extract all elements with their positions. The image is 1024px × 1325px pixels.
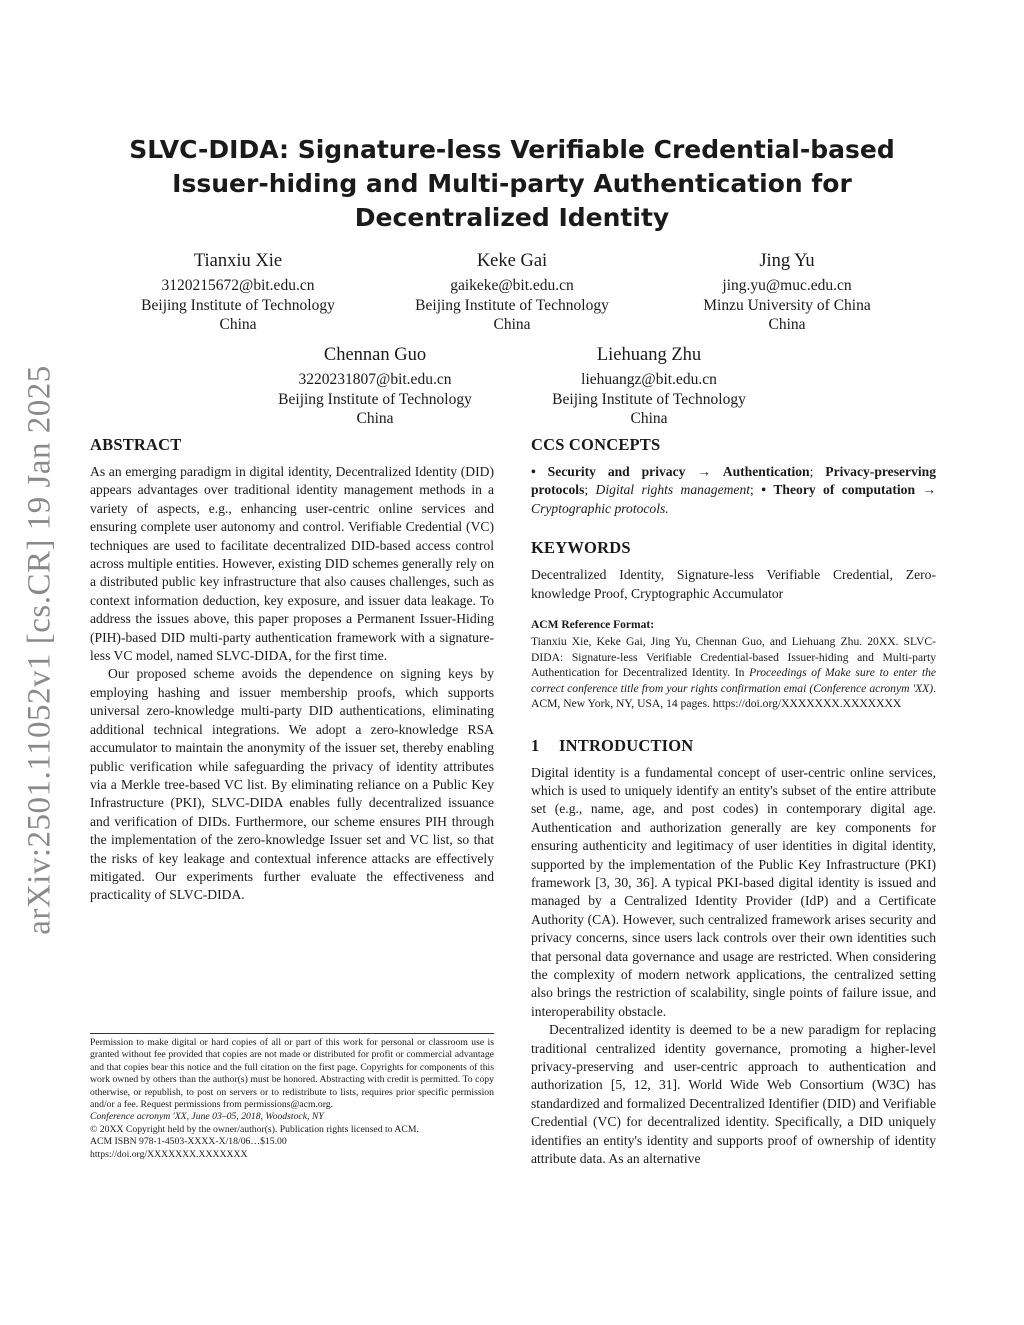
author-country: China — [356, 410, 394, 427]
paper-title: SLVC-DIDA: Signature-less Verifiable Credential-based Issuer-hiding and Multi-party Authentication for Decentralized Identity — [129, 135, 895, 232]
author-name: Liehuang Zhu — [596, 345, 702, 365]
author-affiliation: Beijing Institute of Technology — [552, 390, 746, 408]
abstract-paragraph: Our proposed scheme avoids the dependence on signing keys by employing hashing and issuer membership proofs, which supports universal zero-knowledge multi-party DID authentications, eliminating additional technical integrations. We adopt a zero-knowledge RSA accumulator to maintain the anonymity of the issuer set, thereby enabling public verification while safeguarding the privacy of identity attributes via a Merkle tree-based VC list. By eliminating reliance on a Public Key Infrastructure (PKI), SLVC-DIDA enables fully decentralized issuance and verification of DIDs. Furthermore, our scheme ensures PIH through the implementation of the zero-knowledge Issuer set and VC list, so that the risks of key leakage and contextual inference attacks are effectively mitigated. Our experiments further evaluate the effectiveness and practicality of SLVC-DIDA. — [90, 666, 494, 903]
ccs-heading: CCS CONCEPTS — [531, 435, 661, 454]
introduction-heading: 1 INTRODUCTION — [531, 735, 694, 755]
author-block — [108, 250, 368, 335]
author-name: Jing Yu — [759, 251, 815, 271]
abstract-section — [90, 435, 494, 905]
abstract-paragraph: As an emerging paradigm in digital identity, Decentralized Identity (DID) appears advantages over traditional identity management methods in a variety of aspects, e.g., enhancing user-centric online services and ensuring complete user autonomy and control. Verifiable Credential (VC) techniques are used to facilitate decentralized DID-based access control across multiple entities. However, existing DID schemes generally rely on a distributed public key infrastructure that also causes challenges, such as context information deduction, key exposure, and issuer data leakage. To address the issues above, this paper proposes a Permanent Issuer-Hiding (PIH)-based DID multi-party authentication framework with a signature-less VC model, named SLVC-DIDA, for the first time. — [90, 464, 494, 664]
reference-format-heading: ACM Reference Format: — [531, 619, 655, 632]
author-affiliation: Minzu University of China — [703, 296, 871, 314]
author-block — [657, 250, 917, 335]
doi-line: https://doi.org/XXXXXXX.XXXXXXX — [90, 1148, 248, 1160]
arxiv-identifier: arXiv:2501.11052v1 [cs.CR] 19 Jan 2025 — [21, 365, 58, 935]
author-affiliation: Beijing Institute of Technology — [141, 296, 335, 314]
author-email: 3220231807@bit.edu.cn — [298, 371, 452, 388]
author-block — [245, 344, 505, 429]
author-name: Tianxiu Xie — [193, 251, 283, 271]
ccs-concepts: • Security and privacy → Authentication; Privacy-preserving protocols; Digital rights management; • Theory of computation → Cryptographic protocols. — [531, 464, 937, 516]
right-column — [531, 435, 936, 1168]
author-block — [382, 250, 642, 335]
author-email: jing.yu@muc.edu.cn — [722, 277, 852, 294]
copyright-footnote — [90, 1037, 494, 1161]
introduction-paragraph: Decentralized identity is deemed to be a new paradigm for replacing traditional centralized identity governance, promoting a higher-level privacy-preserving and user-centric approach to authentication and authorization [5, 12, 31]. World Wide Web Consortium (W3C) has standardized and formalized Decentralized Identifier (DID) and Verifiable Credential (VC) for decentralized identity. Specifically, a DID uniquely identifies an entity's identity and supports proof of ownership of identity attribute data. As an alternative — [531, 1022, 936, 1167]
author-email: liehuangz@bit.edu.cn — [581, 371, 717, 388]
footnote-divider — [90, 1033, 494, 1034]
author-country: China — [493, 316, 531, 333]
conference-info: Conference acronym 'XX, June 03–05, 2018, Woodstock, NY — [90, 1111, 324, 1123]
author-country: China — [768, 316, 806, 333]
abstract-heading: ABSTRACT — [90, 435, 182, 454]
introduction-paragraph: Digital identity is a fundamental concept of user-centric online services, which is used to uniquely identify an entity's subset of the entire attribute set (e.g., name, age, and post codes) in contemporary digital age. Authentication and authorization generally are key components for ensuring authenticity and legitimacy of user identities in digital identity, supported by the implementation of the Public Key Infrastructure (PKI) framework [3, 30, 36]. A typical PKI-based digital identity is issued and managed by a Centralized Identity Provider (IdP) and a Certificate Authority (CA). However, such centralized framework arises security and privacy concerns, since users lack controls over their own identities such that personal data governance and usage are restricted. When considering the complexity of modern network applications, the centralized setting also brings the restriction of scalability, single points of failure issue, and interoperability obstacle. — [531, 764, 936, 1019]
permission-notice: Permission to make digital or hard copies of all or part of this work for personal or classroom use is granted without fee provided that copies are not made or distributed for profit or commercial advantage and that copies bear this notice and the full citation on the first page. Copyrights for components of this work owned by others than the author(s) must be honored. Abstracting with credit is permitted. To copy otherwise, or republish, to post on servers or to redistribute to lists, requires prior specific permission and/or a fee. Request permissions from permissions@acm.org. — [90, 1037, 494, 1111]
copyright-line: © 20XX Copyright held by the owner/author(s). Publication rights licensed to ACM. — [90, 1123, 419, 1135]
isbn-line: ACM ISBN 978-1-4503-XXXX-X/18/06…$15.00 — [90, 1136, 287, 1148]
author-affiliation: Beijing Institute of Technology — [415, 296, 609, 314]
author-name: Keke Gai — [476, 251, 548, 271]
reference-format — [531, 619, 936, 712]
author-country: China — [219, 316, 257, 333]
keywords-heading: KEYWORDS — [531, 538, 631, 558]
author-name: Chennan Guo — [323, 345, 427, 365]
author-email: gaikeke@bit.edu.cn — [450, 277, 574, 294]
author-country: China — [630, 410, 668, 427]
keywords-text: Decentralized Identity, Signature-less Verifiable Credential, Zero-knowledge Proof, Cryptographic Accumulator — [531, 567, 936, 601]
author-affiliation: Beijing Institute of Technology — [278, 390, 472, 408]
reference-format-text: Tianxiu Xie, Keke Gai, Jing Yu, Chennan Guo, and Liehuang Zhu. 20XX. SLVC-DIDA: Signature-less Verifiable Credential-based Issuer-hiding and Multi-party Authentication for Decentralized Identity. In Proceedings of Make sure to enter the correct conference title from your rights confirmation emai (Conference acronym 'XX). ACM, New York, NY, USA, 14 pages. https://doi.org/XXXXXXX.XXXXXXX — [531, 635, 937, 711]
author-email: 3120215672@bit.edu.cn — [161, 277, 315, 294]
author-block — [519, 344, 779, 429]
